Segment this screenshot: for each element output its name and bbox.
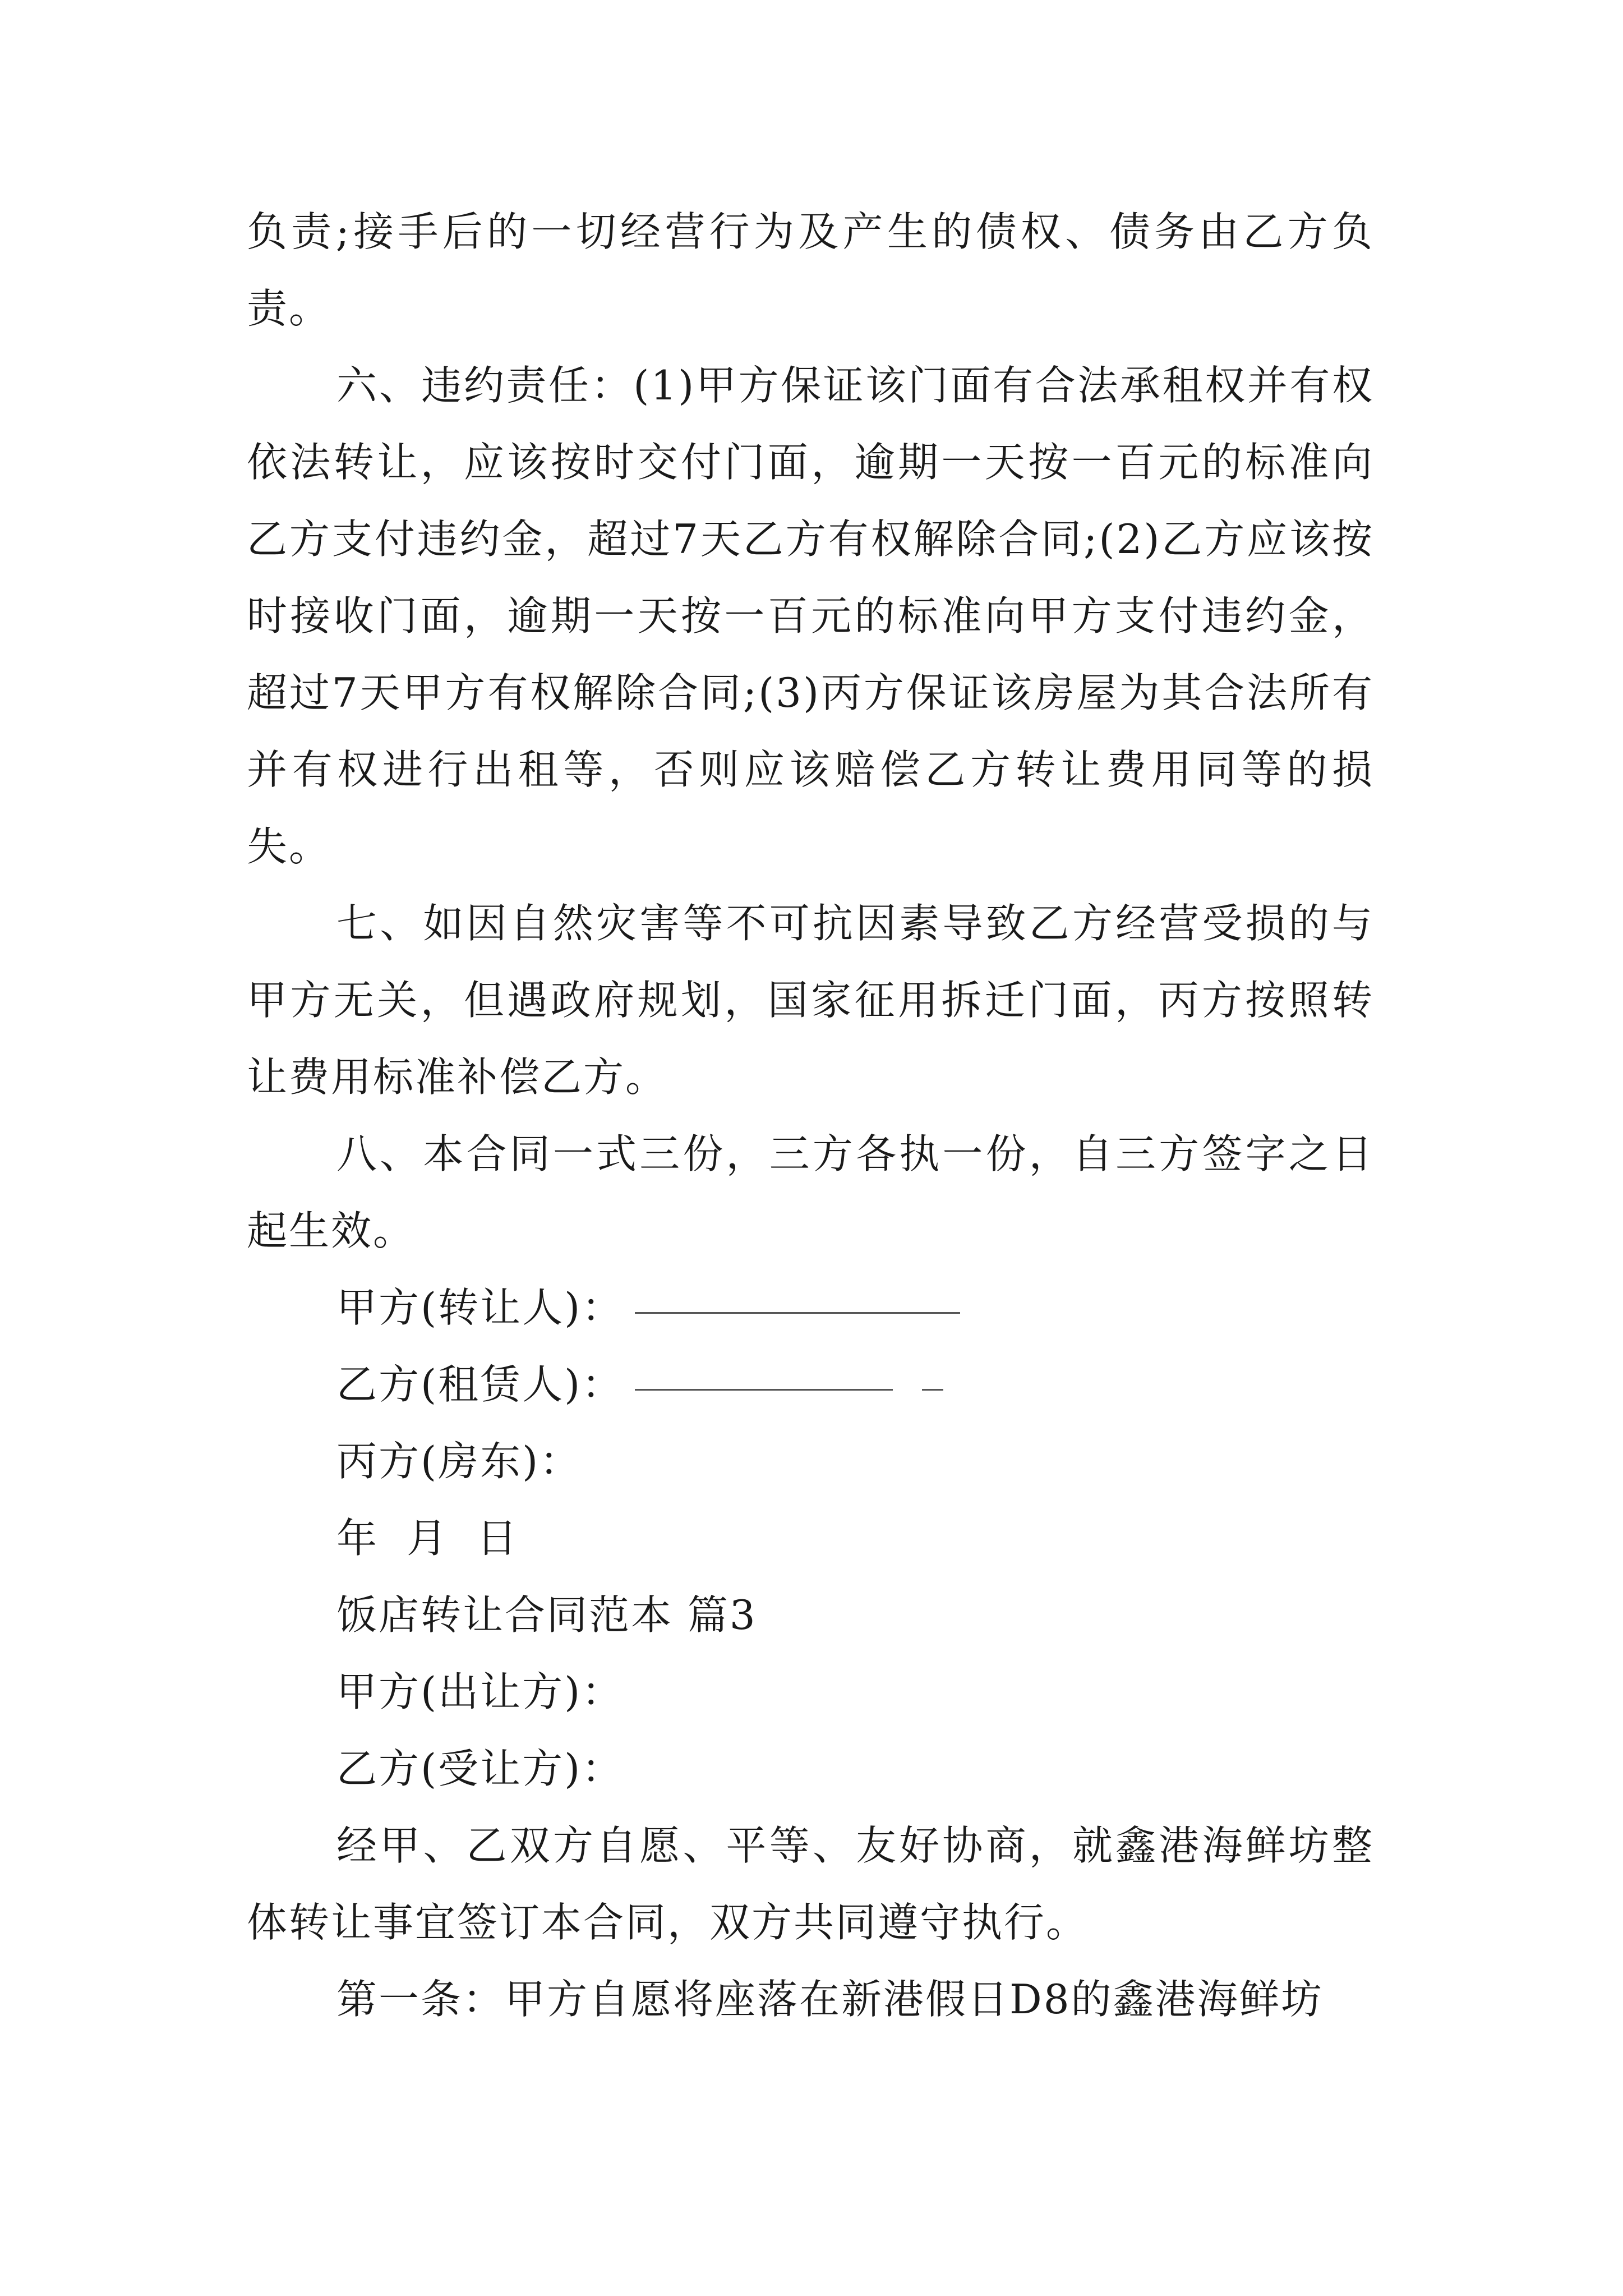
section-heading: 饭店转让合同范本 篇3 <box>336 1591 757 1639</box>
paragraph-intro: 经甲、乙双方自愿、平等、友好协商，就鑫港海鲜坊整体转让事宜签订本合同，双方共同遵守执行。 <box>247 1822 1374 1946</box>
paragraph-continuation: 负责;接手后的一切经营行为及产生的债权、债务由乙方负责。 <box>247 208 1374 332</box>
paragraph-force-majeure: 七、如因自然灾害等不可抗因素导致乙方经营受损的与甲方无关，但遇政府规划，国家征用拆迁门面，丙方按照转让费用标准补偿乙方。 <box>247 900 1374 1101</box>
signature-blank-party-b <box>635 1389 893 1391</box>
date-year: 年 <box>336 1515 379 1562</box>
paragraph-breach-liability: 六、违约责任：(1)甲方保证该门面有合法承租权并有权依法转让，应该按时交付门面，逾期一天按一百元的标准向乙方支付违约金，超过7天乙方有权解除合同;(2)乙方应该按时接收门面，逾期一天按一百元的标准向甲方支付违约金，超过7天甲方有权解除合同;(3)丙方保证该房屋为其合法所有并有权进行出租等，否则应该赔偿乙方转让费用同等的损失。 <box>247 362 1374 870</box>
signature-party-b <box>247 1346 1374 1423</box>
section3-party-b: 乙方(受让方)： <box>336 1745 624 1792</box>
signature-party-b-label: 乙方(租赁人)： <box>336 1361 624 1408</box>
date-month: 月 <box>407 1515 449 1562</box>
signature-party-c <box>247 1423 1374 1500</box>
signature-blank-party-a <box>635 1312 960 1314</box>
date-day: 日 <box>477 1515 519 1562</box>
signature-party-a-label: 甲方(转让人)： <box>336 1284 624 1331</box>
document-body <box>247 194 1374 2038</box>
paragraph-copies: 八、本合同一式三份，三方各执一份，自三方签字之日起生效。 <box>247 1130 1374 1254</box>
signature-party-c-label: 丙方(房东)： <box>336 1438 582 1485</box>
signature-blank-party-b-tail <box>922 1389 943 1391</box>
signature-party-a <box>247 1269 1374 1346</box>
section3-party-a: 甲方(出让方)： <box>336 1668 624 1715</box>
paragraph-article-1: 第一条：甲方自愿将座落在新港假日D8的鑫港海鲜坊 <box>336 1976 1324 2023</box>
signature-date <box>247 1500 1374 1577</box>
